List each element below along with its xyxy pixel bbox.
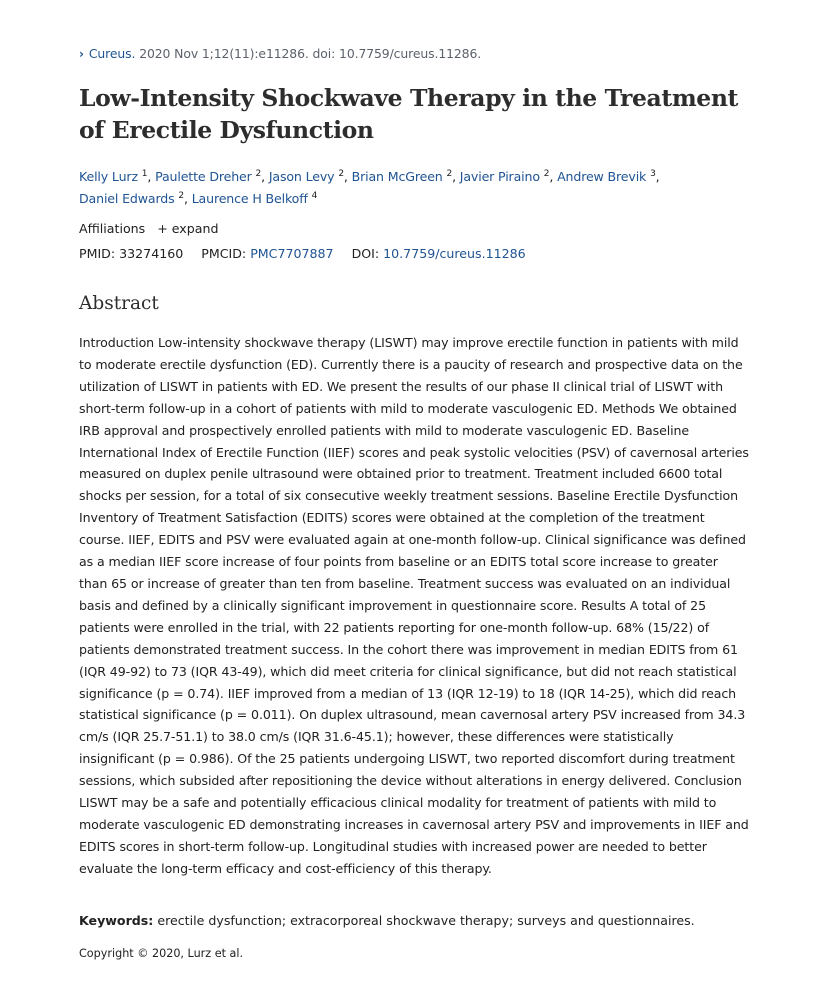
author-link[interactable]: Javier Piraino bbox=[459, 169, 540, 184]
author-affiliation-number[interactable]: 2 bbox=[255, 169, 262, 179]
author-affiliation-number[interactable]: 2 bbox=[543, 169, 550, 179]
affiliations-row bbox=[79, 221, 218, 236]
author-affiliation-number[interactable]: 4 bbox=[311, 191, 318, 201]
citation-line bbox=[79, 46, 481, 61]
author-affiliation-number[interactable]: 2 bbox=[446, 169, 453, 179]
pmcid-link[interactable]: PMC7707887 bbox=[250, 246, 334, 261]
author-link[interactable]: Paulette Dreher bbox=[155, 169, 252, 184]
author-link[interactable]: Andrew Brevik bbox=[557, 169, 647, 184]
abstract-heading: Abstract bbox=[79, 293, 159, 314]
author-affiliation-number[interactable]: 2 bbox=[338, 169, 344, 179]
affiliations-label: Affiliations bbox=[79, 221, 146, 236]
author-list: Kelly Lurz $^1$, Paulette Dreher $^2$, Jason Levy $^2$, Brian McGreen $^2$, Javier Piraino $^2$, Andrew Brevik $^3$, Daniel Edwards $^2$, Laurence H Belkoff $^4$ bbox=[79, 169, 660, 206]
author-affiliation-number[interactable]: 2 bbox=[178, 191, 184, 201]
keywords-text: erectile dysfunction; extracorporeal shockwave therapy; surveys and questionnaires. bbox=[157, 913, 695, 928]
copyright-notice: Copyright © 2020, Lurz et al. bbox=[79, 947, 244, 960]
author-link[interactable]: Jason Levy bbox=[268, 169, 335, 184]
author-link[interactable]: Daniel Edwards bbox=[79, 191, 175, 206]
doi-label: DOI: bbox=[351, 246, 380, 261]
abstract-text: Introduction Low-intensity shockwave therapy (LISWT) may improve erectile function in patients with mild to moderate erectile dysfunction (ED). Currently there is a paucity of research and prospective data on the utilization of LISWT in patients with ED. We present the results of our phase II clinical trial of LISWT with short-term follow-up in a cohort of patients with mild to moderate vasculogenic ED. Methods We obtained IRB approval and prospectively enrolled patients with mild to moderate vasculogenic ED. Baseline International Index of Erectile Function (IIEF) scores and peak systolic velocities (PSV) of cavernosal arteries measured on duplex penile ultrasound were obtained prior to treatment. Treatment included 6600 total shocks per session, for a total of six consecutive weekly treatment sessions. Baseline Erectile Dysfunction Inventory of Treatment Satisfaction (EDITS) scores were obtained at the completion of the treatment course. IIEF, EDITS and PSV were evaluated again at one-month follow-up. Clinical significance was defined as a median IIEF score increase of four points from baseline or an EDITS total score increase to greater than 65 or increase of greater than ten from baseline. Treatment success was evaluated on an individual basis and defined by a clinically significant improvement in questionnaire score. Results A total of 25 patients were enrolled in the trial, with 22 patients reporting for one-month follow-up. 68% (15/22) of patients demonstrated treatment success. In the cohort there was improvement in median EDITS from 61 (IQR 49-92) to 73 (IQR 43-49), which did meet criteria for clinical significance, but did not reach statistical significance (p = 0.74). IIEF improved from a median of 13 (IQR 12-19) to 18 (IQR 14-25), which did reach statistical significance (p = 0.011). On duplex ultrasound, mean cavernosal artery PSV increased from 34.3 cm/s (IQR 25.7-51.1) to 38.0 cm/s (IQR 31.6-45.1); however, these differences were statistically insignificant (p = 0.986). Of the 25 patients undergoing LISWT, two reported discomfort during treatment sessions, which subsided after repositioning the device without alterations in energy delivered. Conclusion LISWT may be a safe and potentially efficacious clinical modality for treatment of patients with mild to moderate vasculogenic ED demonstrating increases in cavernosal artery PSV and improvements in IIEF and EDITS scores in short-term follow-up. Longitudinal studies with increased power are needed to better evaluate the long-term efficacy and cost-efficiency of this therapy. bbox=[79, 335, 749, 876]
author-link[interactable]: Brian McGreen bbox=[351, 169, 443, 184]
article-title: Low-Intensity Shockwave Therapy in the Treatment of Erectile Dysfunction bbox=[79, 84, 738, 144]
chevron-right-icon[interactable]: › bbox=[79, 47, 84, 61]
citation-details: 2020 Nov 1;12(11):e11286. doi: 10.7759/cureus.11286. bbox=[139, 46, 482, 61]
keywords-row bbox=[79, 913, 759, 928]
author-affiliation-number[interactable]: 1 bbox=[141, 169, 148, 179]
pmid-value: 33274160 bbox=[119, 246, 184, 261]
author-link[interactable]: Kelly Lurz bbox=[79, 169, 138, 184]
author-affiliation-number[interactable]: 3 bbox=[650, 169, 656, 179]
journal-link[interactable]: Cureus. bbox=[88, 46, 136, 61]
keywords-label: Keywords: bbox=[79, 913, 154, 928]
identifiers-row bbox=[79, 246, 526, 261]
doi-link[interactable]: 10.7759/cureus.11286 bbox=[383, 246, 526, 261]
author-link[interactable]: Laurence H Belkoff bbox=[191, 191, 308, 206]
expand-affiliations-button[interactable]: + expand bbox=[157, 221, 219, 236]
pmcid-label: PMCID: bbox=[201, 246, 247, 261]
pmid-label: PMID: bbox=[79, 246, 116, 261]
